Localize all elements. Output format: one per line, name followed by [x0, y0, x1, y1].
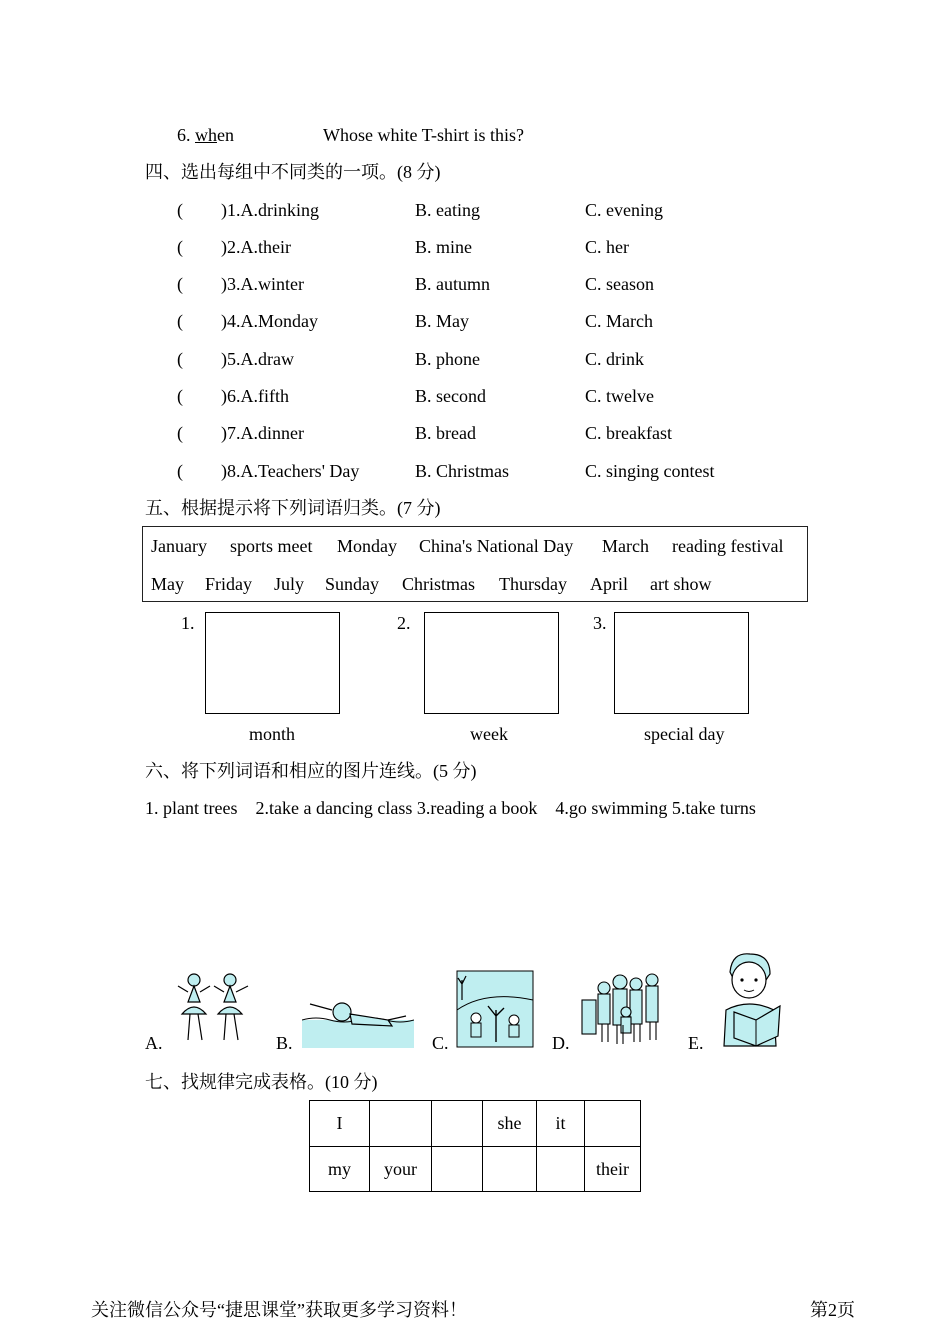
answer-box[interactable] — [424, 612, 559, 714]
word-bank-word: reading festival — [672, 536, 784, 556]
table-row — [310, 1101, 641, 1147]
option-a: )2.A.their — [221, 237, 291, 257]
table-cell: their — [585, 1147, 641, 1192]
picture-letter-d: D. — [552, 1033, 570, 1053]
table-cell: my — [310, 1147, 370, 1192]
option-b: B. bread — [415, 423, 476, 443]
table-cell: she — [483, 1101, 537, 1147]
option-c: C. twelve — [585, 386, 654, 406]
option-b: B. autumn — [415, 274, 490, 294]
footer-promo: 关注微信公众号“捷思课堂”获取更多学习资料！ — [91, 1300, 467, 1320]
option-c: C. breakfast — [585, 423, 672, 443]
category-label: week — [470, 724, 508, 744]
picture-letter-b: B. — [276, 1033, 293, 1053]
answer-paren: ( — [177, 386, 183, 406]
picture-letter-e: E. — [688, 1033, 704, 1053]
answer-paren: ( — [177, 200, 183, 220]
option-c: C. season — [585, 274, 654, 294]
option-b: B. second — [415, 386, 486, 406]
section-5-title: 五、根据提示将下列词语归类。(7 分) — [145, 498, 441, 518]
option-c: C. drink — [585, 349, 645, 369]
section-4-title: 四、选出每组中不同类的一项。(8 分) — [145, 162, 441, 182]
word-bank-word: Sunday — [325, 574, 379, 594]
section-6-title: 六、将下列词语和相应的图片连线。(5 分) — [145, 761, 477, 781]
option-a: )5.A.draw — [221, 349, 294, 369]
word-bank-word: Christmas — [402, 574, 476, 594]
answer-box[interactable] — [614, 612, 749, 714]
word-bank-word: April — [590, 574, 628, 594]
word-bank-word: China's National Day — [419, 536, 574, 556]
section-6-phrases: 1. plant trees 2.take a dancing class 3.reading a book 4.go swimming 5.take turns — [145, 798, 756, 818]
word-bank-word: March — [602, 536, 649, 556]
table-cell: your — [370, 1147, 432, 1192]
category-number: 3. — [593, 613, 607, 633]
q3-line-6: 6. when — [177, 125, 234, 145]
section-7-title: 七、找规律完成表格。(10 分) — [145, 1072, 378, 1092]
option-a: )6.A.fifth — [221, 386, 289, 406]
category-number: 2. — [397, 613, 411, 633]
table-cell-blank[interactable] — [432, 1101, 483, 1147]
category-number: 1. — [181, 613, 195, 633]
boy-reading-icon — [716, 950, 782, 1048]
option-b: B. mine — [415, 237, 472, 257]
option-c: C. evening — [585, 200, 663, 220]
option-c: C. March — [585, 311, 653, 331]
answer-paren: ( — [177, 461, 183, 481]
word-bank-word: Thursday — [499, 574, 567, 594]
word-bank-word: sports meet — [230, 536, 313, 556]
option-b: B. May — [415, 311, 469, 331]
option-c: C. her — [585, 237, 629, 257]
word-bank-word: January — [151, 536, 207, 556]
option-a: )3.A.winter — [221, 274, 304, 294]
option-a: )8.A.Teachers' Day — [221, 461, 360, 481]
option-c: C. singing contest — [585, 461, 715, 481]
category-label: special day — [644, 724, 725, 744]
picture-letter-c: C. — [432, 1033, 449, 1053]
planting-trees-icon — [456, 970, 534, 1048]
q3-sentence-6: Whose white T-shirt is this? — [323, 125, 524, 145]
swimmer-icon — [302, 990, 414, 1048]
answer-paren: ( — [177, 349, 183, 369]
word-bank-word: Friday — [205, 574, 252, 594]
answer-paren: ( — [177, 274, 183, 294]
table-cell-blank[interactable] — [432, 1147, 483, 1192]
option-a: )7.A.dinner — [221, 423, 304, 443]
table-cell-blank[interactable] — [585, 1101, 641, 1147]
table-cell-blank[interactable] — [537, 1147, 585, 1192]
answer-paren: ( — [177, 423, 183, 443]
page-number: 第2页 — [810, 1300, 855, 1320]
answer-paren: ( — [177, 237, 183, 257]
table-cell-blank[interactable] — [483, 1147, 537, 1192]
word-bank-word: July — [274, 574, 305, 594]
picture-letter-a: A. — [145, 1033, 163, 1053]
word-bank-word: May — [151, 574, 184, 594]
pronoun-table — [309, 1100, 641, 1192]
table-row — [310, 1147, 641, 1192]
option-b: B. Christmas — [415, 461, 510, 481]
word-bank-word: art show — [650, 574, 712, 594]
underlined-letters: wh — [195, 125, 217, 145]
option-b: B. eating — [415, 200, 480, 220]
word-bank-word: Monday — [337, 536, 397, 556]
table-cell: I — [310, 1101, 370, 1147]
option-a: )4.A.Monday — [221, 311, 318, 331]
dancing-girls-icon — [172, 970, 258, 1048]
option-a: )1.A.drinking — [221, 200, 319, 220]
option-b: B. phone — [415, 349, 480, 369]
people-in-line-icon — [580, 970, 666, 1048]
category-label: month — [249, 724, 296, 744]
answer-paren: ( — [177, 311, 183, 331]
table-cell: it — [537, 1101, 585, 1147]
answer-box[interactable] — [205, 612, 340, 714]
table-cell-blank[interactable] — [370, 1101, 432, 1147]
